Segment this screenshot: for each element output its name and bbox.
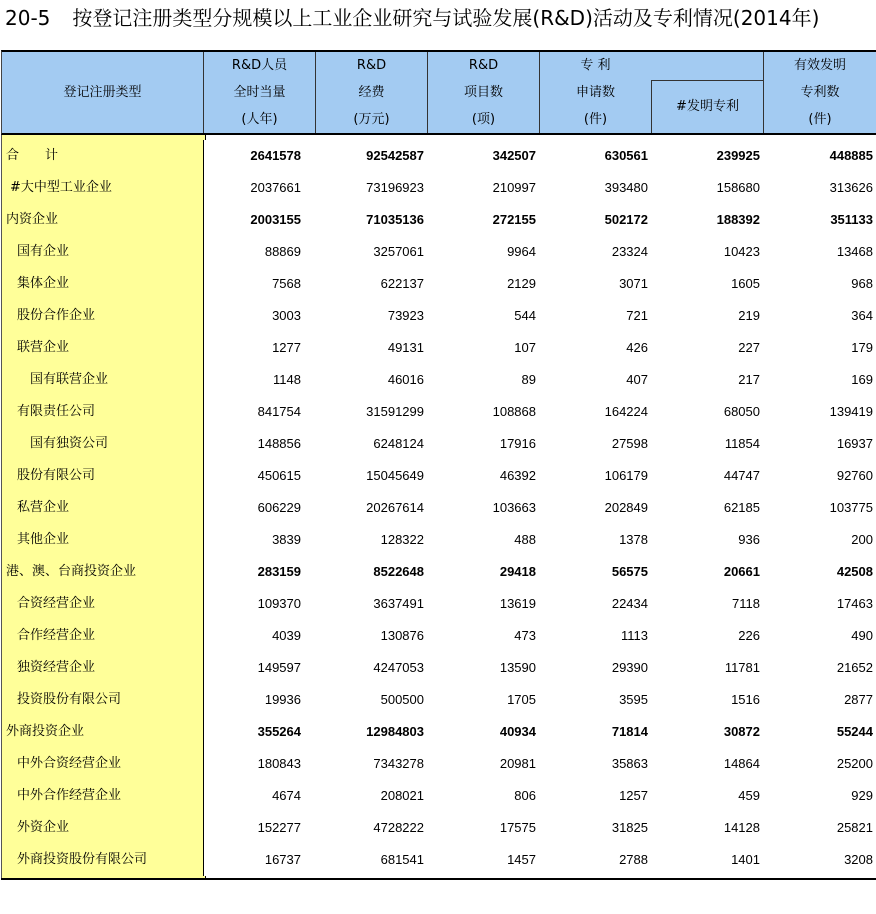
table-row [1,364,876,396]
rd-personnel-cell: 606229 [257,500,301,515]
patent-applications-cell: 3595 [619,692,648,707]
row-label: 集体企业 [1,268,204,300]
valid-invention-patents-cell: 42508 [836,564,873,579]
patent-applications-cell: 22434 [611,596,648,611]
page-title [5,5,819,31]
patent-applications-cell: 71814 [611,724,648,739]
row-label: 有限责任公司 [1,396,204,428]
label-column-spacer [1,876,206,878]
rd-personnel-cell: 19936 [264,692,301,707]
row-label: 内资企业 [1,204,204,236]
header-unit: (件) [808,112,832,127]
rd-expenditure-cell: 6248124 [373,436,424,451]
invention-patents-cell: 62185 [723,500,760,515]
rd-expenditure-cell: 3257061 [373,244,424,259]
table-row [1,140,876,172]
table-row [1,556,876,588]
invention-patents-cell: 217 [738,372,760,387]
table-row [1,236,876,268]
column-header-rd-projects [427,52,539,133]
invention-patents-cell: 239925 [716,148,760,163]
header-unit: (人年) [241,112,278,127]
rd-projects-cell: 89 [521,372,536,387]
patent-applications-cell: 3071 [619,276,648,291]
patent-applications-cell: 502172 [604,212,648,227]
invention-patents-cell: 1401 [731,852,760,867]
rd-projects-cell: 342507 [492,148,536,163]
invention-patents-cell: 20661 [723,564,760,579]
rd-expenditure-cell: 73923 [387,308,424,323]
invention-patents-cell: 30872 [723,724,760,739]
valid-invention-patents-cell: 179 [851,340,873,355]
table-row [1,300,876,332]
table-row [1,748,876,780]
table-row [1,396,876,428]
invention-patents-cell: 1516 [731,692,760,707]
rd-personnel-cell: 2003155 [250,212,301,227]
row-label: 股份合作企业 [1,300,204,332]
rd-expenditure-cell: 12984803 [366,724,424,739]
invention-patents-cell: 7118 [732,596,760,611]
row-label: 其他企业 [1,524,204,556]
table-row [1,812,876,844]
valid-invention-patents-cell: 25200 [836,756,873,771]
rd-personnel-cell: 355264 [257,724,301,739]
table-row [1,332,876,364]
rd-expenditure-cell: 20267614 [366,500,424,515]
valid-invention-patents-cell: 55244 [836,724,873,739]
rd-projects-cell: 46392 [499,468,536,483]
rd-expenditure-cell: 4247053 [373,660,424,675]
rd-personnel-cell: 4039 [272,628,301,643]
patent-applications-cell: 407 [626,372,648,387]
invention-patents-cell: 226 [738,628,760,643]
table-row [1,716,876,748]
valid-invention-patents-cell: 16937 [836,436,873,451]
column-header-rd-expenditure [315,52,427,133]
rd-projects-cell: 13590 [499,660,536,675]
row-label: 外商投资企业 [1,716,204,748]
rd-personnel-cell: 3003 [272,308,301,323]
valid-invention-patents-cell: 448885 [829,148,873,163]
patent-applications-cell: 31825 [611,820,648,835]
rd-expenditure-cell: 8522648 [373,564,424,579]
valid-invention-patents-cell: 200 [851,532,873,547]
column-header-valid-invention-patents [763,52,876,133]
table-body [1,135,876,880]
header-line: R&D人员 [231,58,288,73]
table-row [1,460,876,492]
header-unit: (项) [471,112,496,127]
patent-applications-cell: 56575 [611,564,648,579]
table-row [1,524,876,556]
table-row [1,588,876,620]
rd-expenditure-cell: 208021 [380,788,424,803]
rd-personnel-cell: 450615 [257,468,301,483]
patent-applications-cell: 1257 [619,788,648,803]
patent-applications-cell: 106179 [604,468,648,483]
patent-applications-cell: 1113 [621,628,648,643]
invention-patents-cell: 11781 [724,660,760,675]
invention-patents-cell: 158680 [716,180,760,195]
header-line: R&D [356,58,387,73]
invention-patents-cell: 459 [738,788,760,803]
table-row [1,684,876,716]
table-row [1,268,876,300]
rd-personnel-cell: 2037661 [250,180,301,195]
rd-personnel-cell: 152277 [257,820,301,835]
table-row [1,652,876,684]
valid-invention-patents-cell: 25821 [836,820,873,835]
header-line: 申请数 [575,85,615,100]
table-row [1,172,876,204]
valid-invention-patents-cell: 169 [851,372,873,387]
row-label: 中外合作经营企业 [1,780,204,812]
row-label: 合作经营企业 [1,620,204,652]
rd-personnel-cell: 2641578 [250,148,301,163]
header-line: 经费 [358,85,385,100]
header-line: 全时当量 [233,85,286,100]
patent-applications-cell: 23324 [611,244,648,259]
rd-projects-cell: 473 [514,628,536,643]
rd-expenditure-cell: 4728222 [373,820,424,835]
valid-invention-patents-cell: 103775 [829,500,873,515]
rd-personnel-cell: 1277 [272,340,301,355]
patent-applications-cell: 630561 [604,148,648,163]
patent-applications-cell: 426 [626,340,648,355]
rd-projects-cell: 40934 [499,724,536,739]
column-header-invention-patents: #发明专利 [651,80,763,133]
table-row [1,204,876,236]
valid-invention-patents-cell: 2877 [844,692,873,707]
table-number: 20-5 [5,6,51,30]
row-label: 港、澳、台商投资企业 [1,556,204,588]
rd-personnel-cell: 1148 [273,372,301,387]
rd-expenditure-cell: 31591299 [366,404,424,419]
valid-invention-patents-cell: 92760 [836,468,873,483]
table-row [1,780,876,812]
header-line: R&D [468,58,499,73]
row-label: 私营企业 [1,492,204,524]
row-label: #大中型工业企业 [1,172,204,204]
rd-personnel-cell: 16737 [264,852,301,867]
invention-patents-cell: 11854 [724,436,760,451]
rd-personnel-cell: 149597 [257,660,301,675]
invention-patents-cell: 227 [738,340,760,355]
row-label: 合资经营企业 [1,588,204,620]
invention-patents-cell: 14864 [723,756,760,771]
patent-applications-cell: 164224 [604,404,648,419]
row-label: 独资经营企业 [1,652,204,684]
rd-expenditure-cell: 46016 [387,372,424,387]
rd-expenditure-cell: 73196923 [366,180,424,195]
rd-expenditure-cell: 130876 [380,628,424,643]
row-label: 外商投资股份有限公司 [1,844,204,876]
patent-applications-cell: 29390 [611,660,648,675]
rd-expenditure-cell: 92542587 [366,148,424,163]
valid-invention-patents-cell: 364 [851,308,873,323]
patent-applications-cell: 27598 [611,436,648,451]
rd-projects-cell: 29418 [499,564,536,579]
header-group-patents: 专 利 [580,58,611,73]
rd-personnel-cell: 283159 [257,564,301,579]
valid-invention-patents-cell: 968 [851,276,873,291]
rd-projects-cell: 544 [514,308,536,323]
rd-projects-cell: 108868 [492,404,536,419]
rd-expenditure-cell: 7343278 [373,756,424,771]
row-label: 外资企业 [1,812,204,844]
row-label: 中外合资经营企业 [1,748,204,780]
invention-patents-cell: 188392 [716,212,760,227]
valid-invention-patents-cell: 351133 [830,212,873,227]
row-label: 国有企业 [1,236,204,268]
rd-expenditure-cell: 500500 [380,692,424,707]
invention-patents-cell: 44747 [723,468,760,483]
rd-personnel-cell: 109370 [257,596,301,611]
patent-applications-cell: 202849 [604,500,648,515]
rd-expenditure-cell: 3637491 [373,596,424,611]
rd-projects-cell: 1457 [507,852,536,867]
rd-projects-cell: 488 [514,532,536,547]
table-row [1,492,876,524]
invention-patents-cell: 936 [738,532,760,547]
rd-expenditure-cell: 622137 [380,276,424,291]
rd-personnel-cell: 88869 [264,244,301,259]
rd-projects-cell: 20981 [499,756,536,771]
rd-projects-cell: 103663 [492,500,536,515]
rd-expenditure-cell: 49131 [387,340,424,355]
table-row [1,428,876,460]
patent-applications-cell: 35863 [611,756,648,771]
rd-personnel-cell: 4674 [272,788,301,803]
rd-projects-cell: 1705 [507,692,536,707]
rd-personnel-cell: 180843 [257,756,301,771]
valid-invention-patents-cell: 13468 [836,244,873,259]
rd-projects-cell: 13619 [499,596,536,611]
valid-invention-patents-cell: 313626 [829,180,873,195]
invention-patents-cell: 68050 [723,404,760,419]
rd-personnel-cell: 3839 [272,532,301,547]
table-header [1,50,876,135]
table-spacer [1,876,876,878]
row-label: 国有独资公司 [1,428,204,460]
header-unit: (万元) [353,112,390,127]
row-label: 股份有限公司 [1,460,204,492]
table-title: 按登记注册类型分规模以上工业企业研究与试验发展(R&D)活动及专利情况(2014年) [72,6,820,30]
patent-applications-cell: 1378 [619,532,648,547]
valid-invention-patents-cell: 3208 [844,852,873,867]
rd-personnel-cell: 841754 [257,404,301,419]
patent-applications-cell: 393480 [604,180,648,195]
column-header-patent-applications [539,52,651,133]
table-row [1,620,876,652]
rd-expenditure-cell: 128322 [380,532,424,547]
column-header-registration-type: 登记注册类型 [63,85,142,100]
invention-patents-cell: 1605 [731,276,760,291]
rd-expenditure-cell: 681541 [380,852,424,867]
row-label: 投资股份有限公司 [1,684,204,716]
row-label: 联营企业 [1,332,204,364]
row-label: 国有联营企业 [1,364,204,396]
header-line: 专利数 [800,85,840,100]
rd-projects-cell: 107 [514,340,536,355]
patent-applications-cell: 721 [626,308,648,323]
column-header-rd-personnel [203,52,315,133]
rd-projects-cell: 17916 [499,436,536,451]
valid-invention-patents-cell: 139419 [829,404,873,419]
rd-personnel-cell: 148856 [257,436,301,451]
row-label: 合 计 [1,140,204,172]
header-line: 项目数 [463,85,503,100]
rd-projects-cell: 806 [514,788,536,803]
patent-applications-cell: 2788 [619,852,648,867]
invention-patents-cell: 219 [738,308,760,323]
rd-personnel-cell: 7568 [272,276,301,291]
rd-projects-cell: 210997 [492,180,536,195]
rd-projects-cell: 2129 [507,276,536,291]
rd-projects-cell: 17575 [499,820,536,835]
rd-projects-cell: 272155 [492,212,536,227]
rd-expenditure-cell: 71035136 [366,212,424,227]
invention-patents-cell: 10423 [723,244,760,259]
valid-invention-patents-cell: 929 [851,788,873,803]
valid-invention-patents-cell: 17463 [836,596,873,611]
valid-invention-patents-cell: 21652 [836,660,873,675]
header-unit: (件) [583,112,608,127]
invention-patents-cell: 14128 [723,820,760,835]
header-line: 有效发明 [793,58,846,73]
rd-expenditure-cell: 15045649 [366,468,424,483]
table-row [1,844,876,876]
rd-projects-cell: 9964 [507,244,536,259]
valid-invention-patents-cell: 490 [851,628,873,643]
